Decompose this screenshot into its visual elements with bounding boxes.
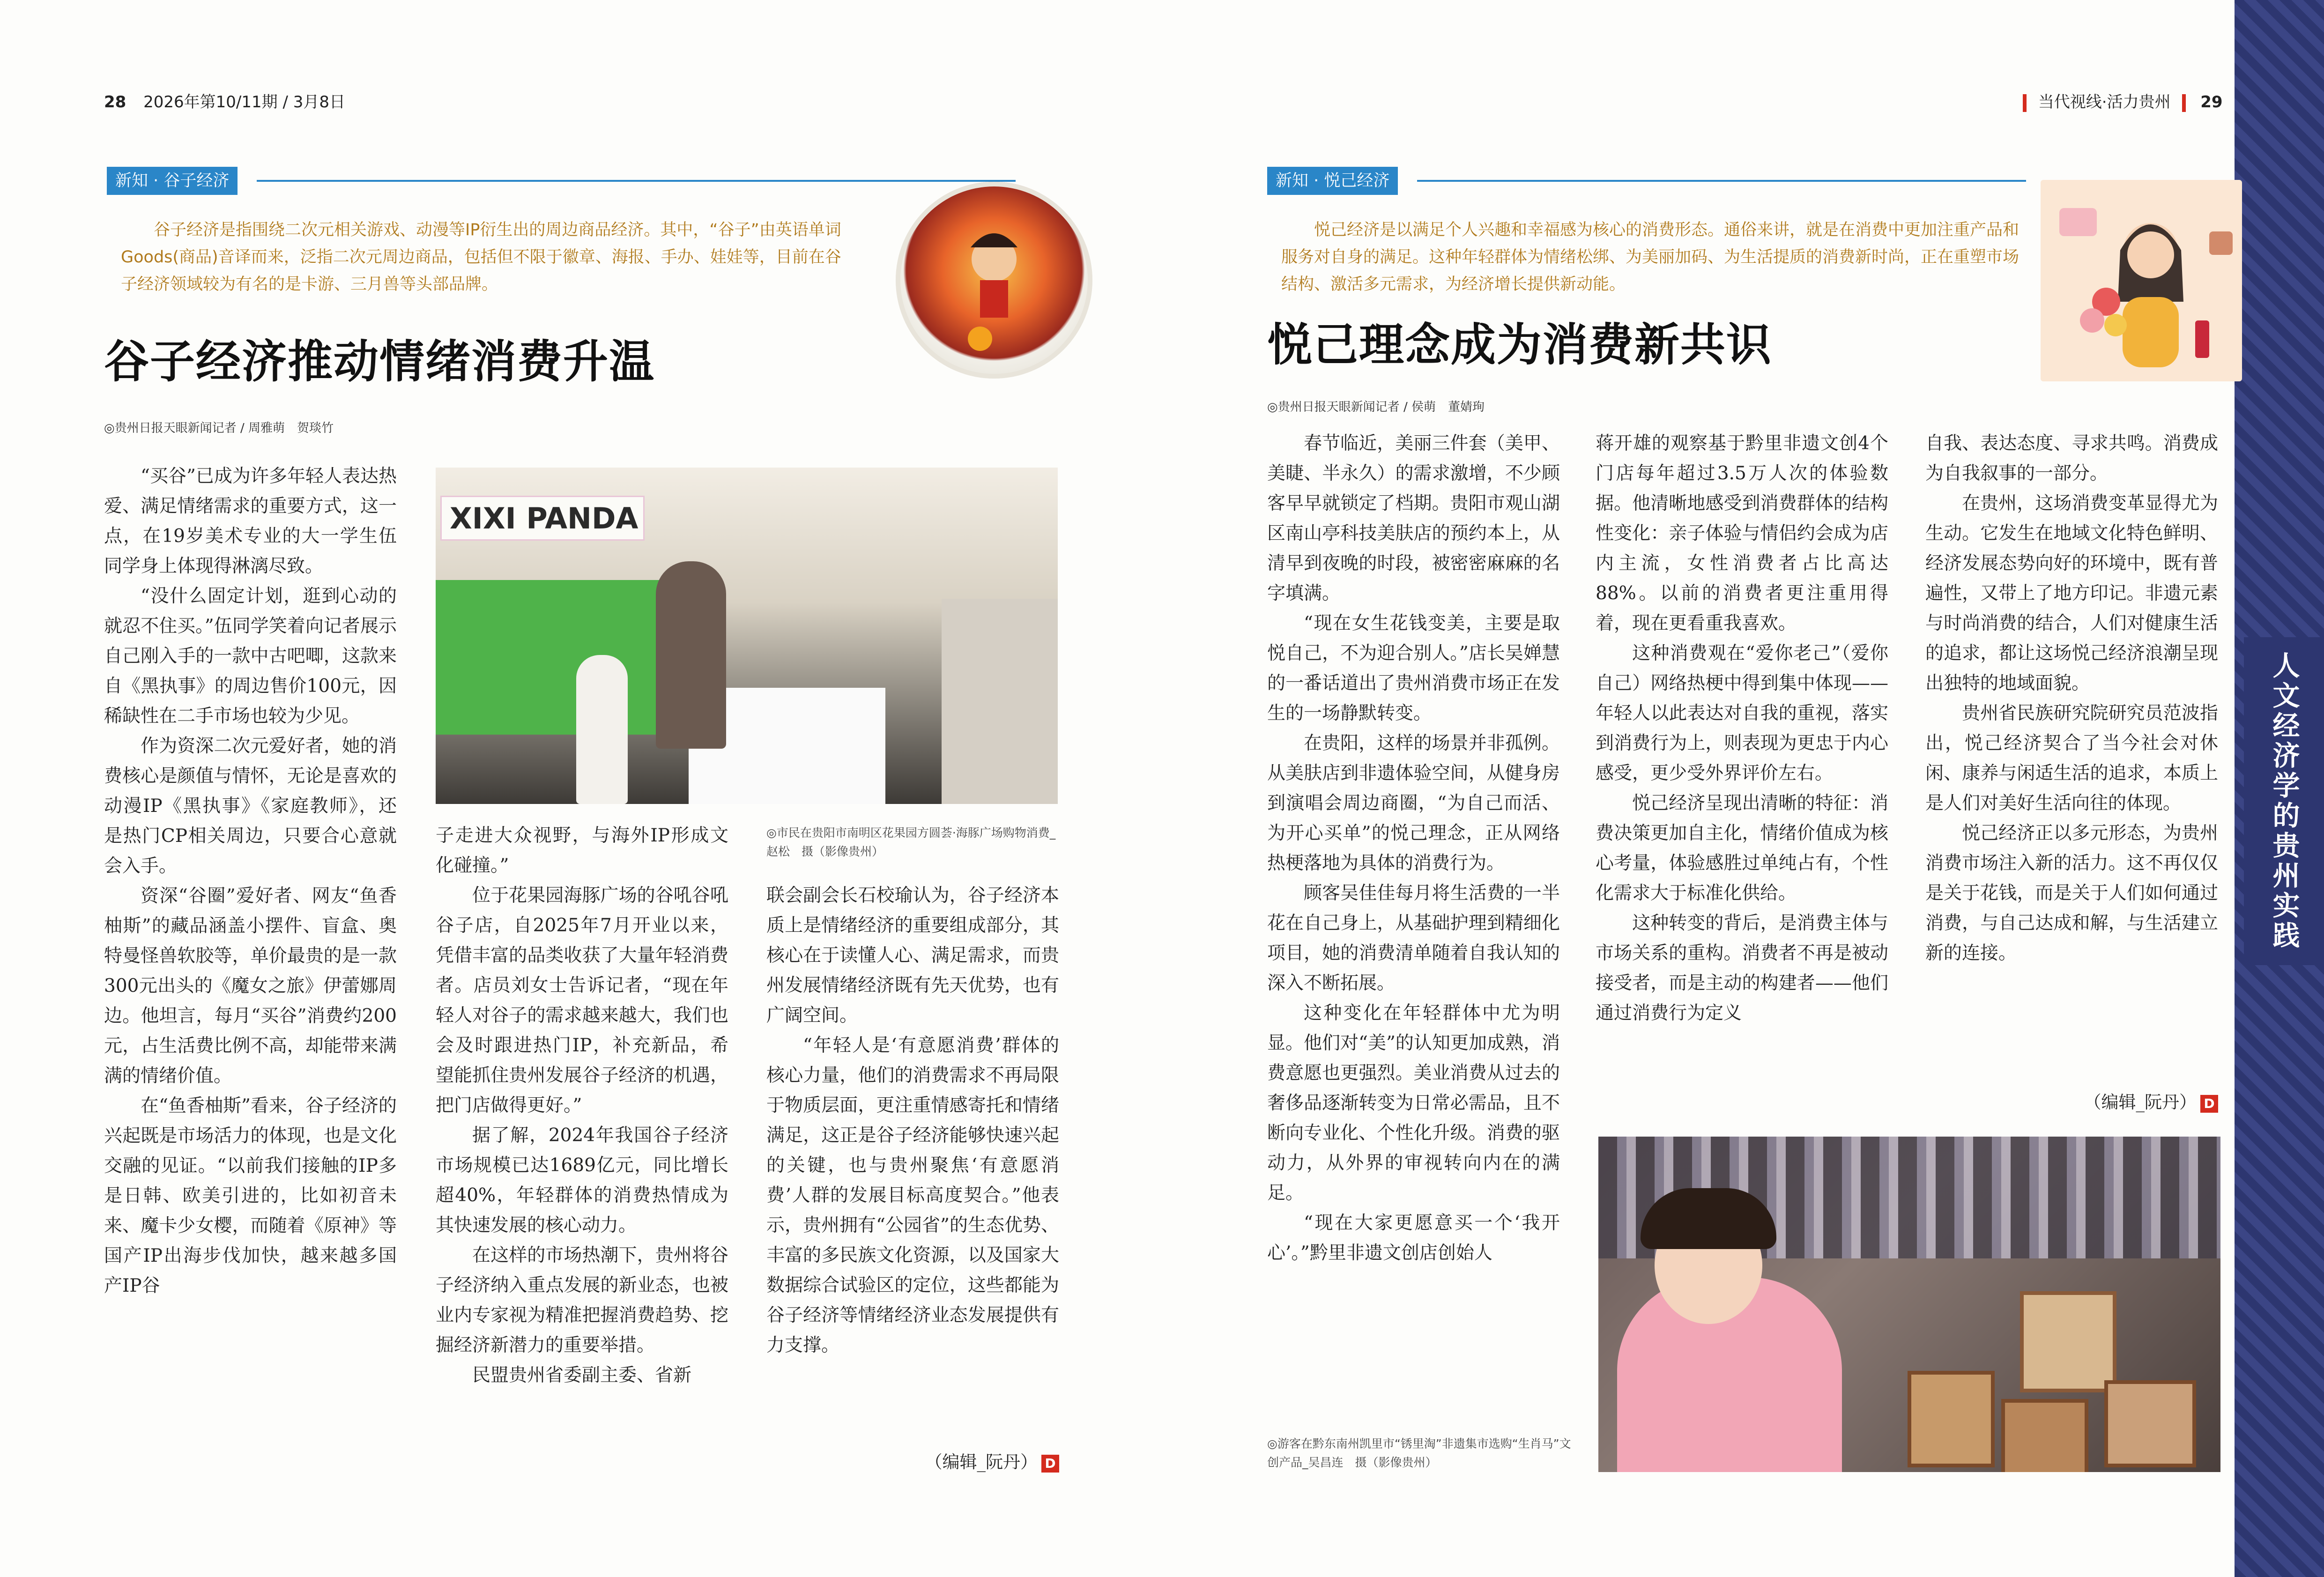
right-intro-illustration bbox=[2041, 180, 2242, 381]
left-c1-p4: 资深“谷圈”爱好者、网友“鱼香柚斯”的藏品涵盖小摆件、盲盒、奥特曼怪兽软胶等，单价最贵的是一款300元出头的《魔女之旅》伊蕾娜周边。他坦言，每月“买谷”消费约200元，占生活费比例不高，却能带来满满的情绪价值。 bbox=[104, 885, 397, 1086]
right-c1-p2: “现在女生花钱变美，主要是取悦自己，不为迎合别人。”店长吴婵慧的一番话道出了贵州消费市场正在发生的一场静默转变。 bbox=[1267, 613, 1560, 724]
foreground-blur bbox=[942, 599, 1058, 804]
left-page-number: 28 bbox=[104, 93, 126, 112]
left-c1-p2: “没什么固定计划，逛到心动的就忍不住买。”伍同学笑着向记者展示自己刚入手的一款中古吧唧，这款来自《黑执事》的周边售价100元，因稀缺性在二手市场也较为少见。 bbox=[104, 586, 397, 727]
left-c2-p5: 民盟贵州省委副主委、省新 bbox=[472, 1365, 692, 1386]
left-c1-p3: 作为资深二次元爱好者，她的消费核心是颜值与情怀，无论是喜欢的动漫IP《黑执事》《家庭教师》，还是热门CP相关周边，只要合心意就会入手。 bbox=[104, 736, 397, 877]
left-c1-p1: “买谷”已成为许多年轻人表达热爱、满足情绪需求的重要方式，这一点，在19岁美术专业的大一学生伍同学身上体现得淋漓尽致。 bbox=[104, 466, 397, 577]
left-column-1 bbox=[104, 461, 397, 1301]
right-c3-p1: 自我、表达态度、寻求共鸣。消费成为自我叙事的一部分。 bbox=[1925, 433, 2218, 484]
left-intro-box bbox=[121, 216, 856, 298]
right-end-mark-icon: D bbox=[2200, 1095, 2218, 1113]
left-editor-text: （编辑_阮丹） bbox=[925, 1452, 1038, 1472]
right-c1-p3: 在贵阳，这样的场景并非孤例。从美肤店到非遗体验空间，从健身房到演唱会周边商圈，“为自己而活、为开心买单”的悦己理念，正从网络热梗落地为具体的消费行为。 bbox=[1267, 733, 1560, 874]
right-title: 悦己理念成为消费新共识 bbox=[1267, 318, 1772, 371]
framed-horse-product bbox=[2020, 1291, 2116, 1392]
left-intro-text: 谷子经济是指围绕二次元相关游戏、动漫等IP衍生出的周边商品经济。其中，“谷子”由英语单词Goods(商品)音译而来，泛指二次元周边商品，包括但不限于徽章、海报、手办、娃娃等，目前在谷子经济领域较为有名的是卡游、三月兽等头部品牌。 bbox=[121, 221, 841, 294]
right-tag-line bbox=[1417, 180, 2026, 182]
left-title: 谷子经济推动情绪消费升温 bbox=[104, 335, 655, 388]
right-page-number: 29 bbox=[2200, 93, 2223, 112]
right-c1-p6: “现在大家更愿意买一个‘我开心’。”黔里非遗文创店创始人 bbox=[1267, 1213, 1560, 1264]
header-red-marker-2 bbox=[2182, 94, 2186, 112]
left-issue-info: 2026年第10/11期 / 3月8日 bbox=[143, 93, 345, 112]
right-c2-p2: 这种消费观在“爱你老己”（爱你自己）网络热梗中得到集中体现——年轻人以此表达对自我的重视，落实到消费行为上，则表现为更忠于内心感受，更少受外界评价左右。 bbox=[1596, 643, 1888, 784]
right-column-3 bbox=[1925, 429, 2218, 968]
side-label: 人文经济学的贵州实践 bbox=[2268, 651, 2300, 951]
right-section-name: 当代视线·活力贵州 bbox=[2038, 93, 2171, 112]
header-red-marker bbox=[2023, 94, 2027, 112]
left-topic-tag: 新知 · 谷子经济 bbox=[107, 167, 238, 195]
right-page-header bbox=[2023, 89, 2223, 112]
right-byline: ◎贵州日报天眼新闻记者 / 侯萌 董婧珣 bbox=[1267, 400, 1485, 414]
store-sign-text: XIXI PANDA bbox=[450, 501, 639, 536]
right-photo-girl-at-market bbox=[1598, 1137, 2220, 1472]
woman-with-flowers-icon bbox=[2041, 180, 2242, 381]
right-c2-p4: 这种转变的背后，是消费主体与市场关系的重构。消费者不再是被动接受者，而是主动的构建者——他们通过消费行为定义 bbox=[1596, 913, 1888, 1024]
left-c2-p4: 在这样的市场热潮下，贵州将谷子经济纳入重点发展的新业态，也被业内专家视为精准把握消费趋势、挖掘经济新潜力的重要举措。 bbox=[436, 1245, 728, 1356]
right-editor-text: （编辑_阮丹） bbox=[2084, 1092, 2197, 1112]
right-c3-p2: 在贵州，这场消费变革显得尤为生动。它发生在地域文化特色鲜明、经济发展态势向好的环境中，既有普遍性，又带上了地方印记。非遗元素与时尚消费的结合，人们对健康生活的追求，都让这场悦己经济浪潮呈现出独特的地域面貌。 bbox=[1925, 493, 2218, 694]
left-c2-p3: 据了解，2024年我国谷子经济市场规模已达1689亿元，同比增长超40%，年轻群体的消费热情成为其快速发展的核心动力。 bbox=[436, 1125, 728, 1236]
framed-horse-product-3 bbox=[2001, 1399, 2088, 1472]
right-tag-row bbox=[1267, 167, 2026, 195]
right-c1-p5: 这种变化在年轻群体中尤为明显。他们对“美”的认知更加成熟，消费意愿也更强烈。美业消费从过去的奢侈品逐渐转变为日常必需品，且不断向专业化、个性化升级。消费的驱动力，从外界的审视转向内在的满足。 bbox=[1267, 1003, 1560, 1204]
right-editor-credit bbox=[1925, 1088, 2218, 1113]
framed-horse-product-4 bbox=[2104, 1380, 2196, 1467]
left-c3-p2: “年轻人是‘有意愿消费’群体的核心力量，他们的消费需求不再局限于物质层面，更注重情感寄托和情绪满足，这正是谷子经济能够快速兴起的关键，也与贵州聚焦‘有意愿消费’人群的发展目标高度契合。”他表示，贵州拥有“公园省”的生态优势、丰富的多民族文化资源，以及国家大数据综合试验区的定位，这些都能为谷子经济等情绪经济业态发展提供有力支撑。 bbox=[766, 1035, 1059, 1356]
right-c2-p1: 蒋开雄的观察基于黔里非遗文创4个门店每年超过3.5万人次的体验数据。他清晰地感受到消费群体的结构性变化：亲子体验与情侣约会成为店内主流，女性消费者占比高达88%。以前的消费者更注重用得着，现在更看重我喜欢。 bbox=[1596, 433, 1888, 634]
nezha-character-icon bbox=[896, 182, 1092, 379]
left-c3-p1: 联会副会长石校瑜认为，谷子经济本质上是情绪经济的重要组成部分，其核心在于读懂人心、满足需求，而贵州发展情绪经济既有先天优势，也有广阔空间。 bbox=[766, 885, 1059, 1026]
right-photo-caption: ◎游客在黔东南州凯里市“锈里淘”非遗集市选购“生肖马”文创产品_吴昌连 摄（影像贵州） bbox=[1267, 1437, 1571, 1469]
right-c2-p3: 悦己经济呈现出清晰的特征：消费决策更加自主化，情绪价值成为核心考量，体验感胜过单纯占有，个性化需求大于标准化供给。 bbox=[1596, 793, 1888, 904]
right-intro-box bbox=[1281, 216, 2026, 298]
right-c3-p4: 悦己经济正以多元形态，为贵州消费市场注入新的活力。这不再仅仅是关于花钱，而是关于人们如何通过消费，与自己达成和解，与生活建立新的连接。 bbox=[1925, 823, 2218, 964]
right-column-1 bbox=[1267, 429, 1560, 1268]
left-tag-row bbox=[107, 167, 913, 195]
left-c2-p1: 子走进大众视野，与海外IP形成文化碰撞。” bbox=[436, 825, 728, 876]
right-c1-p4: 顾客吴佳佳每月将生活费的一半花在自己身上，从基础护理到精细化项目，她的消费清单随着自我认知的深入不断拓展。 bbox=[1267, 883, 1560, 994]
left-column-3 bbox=[766, 881, 1059, 1361]
left-byline: ◎贵州日报天眼新闻记者 / 周雅萌 贺琰竹 bbox=[104, 421, 334, 435]
left-page-header bbox=[104, 89, 345, 112]
right-topic-tag: 新知 · 悦己经济 bbox=[1267, 167, 1398, 195]
child-figure bbox=[576, 655, 628, 804]
left-photo-caption: ◎市民在贵阳市南明区花果园方圆荟·海豚广场购物消费_赵松 摄（影像贵州） bbox=[766, 826, 1056, 858]
left-column-2 bbox=[436, 821, 728, 1391]
right-intro-text: 悦己经济是以满足个人兴趣和幸福感为核心的消费形态。通俗来讲，就是在消费中更加注重产品和服务对自身的满足。这种年轻群体为情绪松绑、为美丽加码、为生活提质的消费新时尚，正在重塑市场结构、激活多元需求，为经济增长提供新动能。 bbox=[1281, 221, 2020, 294]
side-label-panel bbox=[2244, 637, 2324, 965]
left-intro-illustration bbox=[896, 182, 1092, 379]
right-c1-p1: 春节临近，美丽三件套（美甲、美睫、半永久）的需求激增，不少顾客早早就锁定了档期。贵阳市观山湖区南山亭科技美肤店的预约本上，从清早到夜晚的时段，被密密麻麻的名字填满。 bbox=[1267, 433, 1560, 604]
right-c3-p3: 贵州省民族研究院研究员范波指出，悦己经济契合了当今社会对休闲、康养与闲适生活的追求，本质上是人们对美好生活向往的体现。 bbox=[1925, 703, 2218, 814]
left-photo-panda-store bbox=[436, 468, 1058, 804]
left-editor-credit bbox=[766, 1448, 1059, 1473]
left-c2-p2: 位于花果园海豚广场的谷吼谷吼谷子店，自2025年7月开业以来，凭借丰富的品类收获了大量年轻消费者。店员刘女士告诉记者，“现在年轻人对谷子的需求越来越大，我们也会及时跟进热门IP，补充新品，希望能抓住贵州发展谷子经济的机遇，把门店做得更好。” bbox=[436, 885, 728, 1116]
left-c1-p5: 在“鱼香柚斯”看来，谷子经济的兴起既是市场活力的体现，也是文化交融的见证。“以前我们接触的IP多是日韩、欧美引进的，比如初音未来、魔卡少女樱，而随着《原神》等国产IP出海步伐加快，越来越多国产IP谷 bbox=[104, 1095, 397, 1296]
left-end-mark-icon: D bbox=[1041, 1455, 1059, 1473]
right-column-2 bbox=[1596, 429, 1888, 1028]
shopper-figure bbox=[656, 561, 726, 749]
framed-horse-product-2 bbox=[1908, 1371, 1995, 1467]
